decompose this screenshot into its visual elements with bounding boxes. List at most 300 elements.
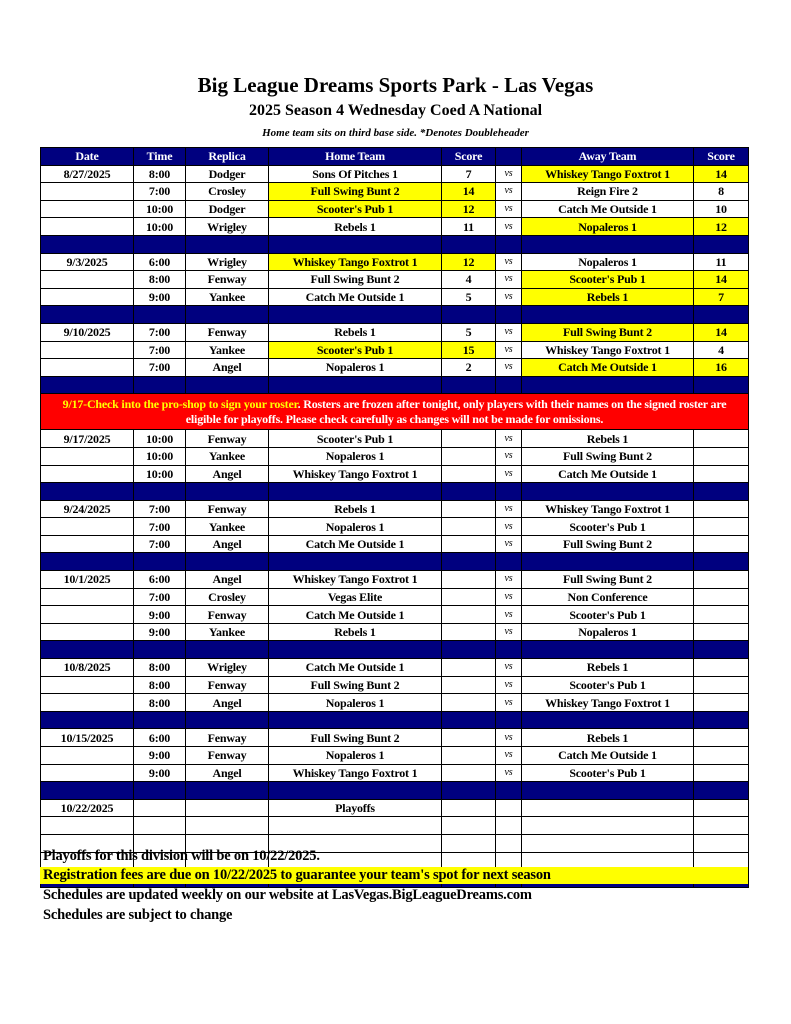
home-score xyxy=(442,500,496,518)
away-score: 10 xyxy=(694,200,749,218)
away-score: 12 xyxy=(694,218,749,236)
vs-label: vs xyxy=(496,430,522,448)
footer-registration: Registration fees are due on 10/22/2025 to guarantee your team's spot for next season xyxy=(40,867,748,884)
game-row xyxy=(41,747,749,765)
home-score xyxy=(442,465,496,483)
home-team: Playoffs xyxy=(269,799,442,817)
game-time: 7:00 xyxy=(134,341,186,359)
game-date xyxy=(41,271,134,289)
separator-cell xyxy=(442,782,496,800)
game-date xyxy=(41,606,134,624)
separator-cell xyxy=(496,376,522,394)
home-score: 12 xyxy=(442,253,496,271)
roster-notice-row xyxy=(41,394,749,430)
home-team: Catch Me Outside 1 xyxy=(269,288,442,306)
separator-cell xyxy=(442,306,496,324)
separator-cell xyxy=(269,711,442,729)
away-team: Scooter's Pub 1 xyxy=(522,271,694,289)
separator-cell xyxy=(41,782,134,800)
game-time xyxy=(134,799,186,817)
home-team: Full Swing Bunt 2 xyxy=(269,271,442,289)
game-row xyxy=(41,817,749,835)
away-score xyxy=(694,799,749,817)
header-time: Time xyxy=(134,148,186,166)
separator-cell xyxy=(496,235,522,253)
week-separator xyxy=(41,641,749,659)
footer-website: Schedules are updated weekly on our website at LasVegas.BigLeagueDreams.com xyxy=(43,887,532,903)
away-team: Nopaleros 1 xyxy=(522,253,694,271)
separator-cell xyxy=(522,553,694,571)
game-time: 6:00 xyxy=(134,729,186,747)
separator-cell xyxy=(442,483,496,501)
vs-label xyxy=(496,817,522,835)
vs-label: vs xyxy=(496,623,522,641)
home-score xyxy=(442,606,496,624)
game-field: Crosley xyxy=(186,588,269,606)
game-date: 10/22/2025 xyxy=(41,799,134,817)
separator-cell xyxy=(269,306,442,324)
game-field: Yankee xyxy=(186,288,269,306)
home-score xyxy=(442,588,496,606)
away-score xyxy=(694,764,749,782)
away-team: Non Conference xyxy=(522,588,694,606)
game-field: Fenway xyxy=(186,323,269,341)
game-date: 9/17/2025 xyxy=(41,430,134,448)
separator-cell xyxy=(522,306,694,324)
away-score xyxy=(694,729,749,747)
away-team: Catch Me Outside 1 xyxy=(522,465,694,483)
game-date xyxy=(41,747,134,765)
separator-cell xyxy=(269,782,442,800)
separator-cell xyxy=(186,782,269,800)
week-separator xyxy=(41,306,749,324)
away-team: Whiskey Tango Foxtrot 1 xyxy=(522,341,694,359)
game-date xyxy=(41,218,134,236)
vs-label: vs xyxy=(496,323,522,341)
game-field: Yankee xyxy=(186,518,269,536)
vs-label: vs xyxy=(496,676,522,694)
game-date xyxy=(41,288,134,306)
week-separator xyxy=(41,483,749,501)
separator-cell xyxy=(269,553,442,571)
game-row xyxy=(41,535,749,553)
away-team: Rebels 1 xyxy=(522,288,694,306)
game-date xyxy=(41,623,134,641)
away-score xyxy=(694,430,749,448)
game-row xyxy=(41,165,749,183)
game-time: 7:00 xyxy=(134,588,186,606)
vs-label: vs xyxy=(496,218,522,236)
away-team: Catch Me Outside 1 xyxy=(522,200,694,218)
separator-cell xyxy=(442,641,496,659)
separator-cell xyxy=(41,641,134,659)
game-row xyxy=(41,694,749,712)
home-score: 15 xyxy=(442,341,496,359)
header-replica: Replica xyxy=(186,148,269,166)
vs-label: vs xyxy=(496,183,522,201)
game-row xyxy=(41,465,749,483)
separator-cell xyxy=(41,553,134,571)
game-date: 9/24/2025 xyxy=(41,500,134,518)
game-time: 6:00 xyxy=(134,571,186,589)
vs-label: vs xyxy=(496,359,522,377)
separator-cell xyxy=(522,376,694,394)
vs-label: vs xyxy=(496,447,522,465)
away-team: Scooter's Pub 1 xyxy=(522,676,694,694)
separator-cell xyxy=(41,376,134,394)
game-date: 9/10/2025 xyxy=(41,323,134,341)
game-row xyxy=(41,430,749,448)
game-field: Crosley xyxy=(186,183,269,201)
game-field: Fenway xyxy=(186,747,269,765)
vs-label: vs xyxy=(496,659,522,677)
away-team: Scooter's Pub 1 xyxy=(522,518,694,536)
away-score xyxy=(694,465,749,483)
home-score: 14 xyxy=(442,183,496,201)
home-score: 2 xyxy=(442,359,496,377)
game-time: 8:00 xyxy=(134,659,186,677)
notice-text: . Rosters are frozen after tonight, only players with their names on the signed roster are eligible for playoffs. Please check carefully as changes will not be made for omissions. xyxy=(185,396,727,426)
header-home-team: Home Team xyxy=(269,148,442,166)
away-score: 14 xyxy=(694,323,749,341)
separator-cell xyxy=(134,306,186,324)
vs-label: vs xyxy=(496,165,522,183)
game-date xyxy=(41,535,134,553)
away-score xyxy=(694,659,749,677)
game-date: 9/3/2025 xyxy=(41,253,134,271)
schedule-note: Home team sits on third base side. *Denotes Doubleheader xyxy=(262,127,529,139)
game-row xyxy=(41,271,749,289)
separator-cell xyxy=(134,483,186,501)
home-score xyxy=(442,817,496,835)
separator-cell xyxy=(496,483,522,501)
game-date xyxy=(41,447,134,465)
away-score xyxy=(694,747,749,765)
home-score: 5 xyxy=(442,288,496,306)
away-team: Full Swing Bunt 2 xyxy=(522,323,694,341)
home-team: Sons Of Pitches 1 xyxy=(269,165,442,183)
game-date xyxy=(41,764,134,782)
home-team: Catch Me Outside 1 xyxy=(269,535,442,553)
game-date xyxy=(41,183,134,201)
separator-cell xyxy=(522,711,694,729)
home-team xyxy=(269,817,442,835)
footer-playoffs: Playoffs for this division will be on 10/22/2025. xyxy=(43,848,320,864)
game-row xyxy=(41,571,749,589)
schedule-body xyxy=(41,165,749,887)
separator-cell xyxy=(694,782,749,800)
game-row xyxy=(41,518,749,536)
vs-label: vs xyxy=(496,518,522,536)
home-score: 12 xyxy=(442,200,496,218)
game-row xyxy=(41,447,749,465)
home-score xyxy=(442,430,496,448)
separator-cell xyxy=(186,711,269,729)
away-score: 14 xyxy=(694,165,749,183)
game-row xyxy=(41,676,749,694)
home-team: Nopaleros 1 xyxy=(269,447,442,465)
separator-cell xyxy=(41,711,134,729)
game-field: Fenway xyxy=(186,676,269,694)
game-time: 9:00 xyxy=(134,606,186,624)
home-score xyxy=(442,764,496,782)
home-team: Scooter's Pub 1 xyxy=(269,341,442,359)
away-score xyxy=(694,588,749,606)
separator-cell xyxy=(694,235,749,253)
game-date: 8/27/2025 xyxy=(41,165,134,183)
away-team: Full Swing Bunt 2 xyxy=(522,535,694,553)
header-away-score: Score xyxy=(694,148,749,166)
game-row xyxy=(41,623,749,641)
vs-label xyxy=(496,799,522,817)
vs-label: vs xyxy=(496,729,522,747)
away-team: Full Swing Bunt 2 xyxy=(522,571,694,589)
separator-cell xyxy=(694,376,749,394)
game-field: Angel xyxy=(186,465,269,483)
game-row xyxy=(41,500,749,518)
home-score xyxy=(442,694,496,712)
home-score xyxy=(442,747,496,765)
game-field: Yankee xyxy=(186,341,269,359)
home-score xyxy=(442,571,496,589)
vs-label: vs xyxy=(496,694,522,712)
game-row xyxy=(41,218,749,236)
separator-cell xyxy=(694,711,749,729)
game-row xyxy=(41,359,749,377)
separator-cell xyxy=(41,235,134,253)
home-team: Rebels 1 xyxy=(269,323,442,341)
vs-label: vs xyxy=(496,200,522,218)
game-field: Angel xyxy=(186,764,269,782)
header-away-team: Away Team xyxy=(522,148,694,166)
home-score: 5 xyxy=(442,323,496,341)
separator-cell xyxy=(134,553,186,571)
separator-cell xyxy=(134,782,186,800)
game-field: Wrigley xyxy=(186,253,269,271)
game-time: 10:00 xyxy=(134,465,186,483)
game-time: 8:00 xyxy=(134,165,186,183)
separator-cell xyxy=(134,376,186,394)
away-score xyxy=(694,676,749,694)
game-time: 7:00 xyxy=(134,323,186,341)
vs-label: vs xyxy=(496,606,522,624)
home-score xyxy=(442,659,496,677)
week-separator xyxy=(41,782,749,800)
vs-label xyxy=(496,834,522,852)
game-time xyxy=(134,817,186,835)
game-field: Dodger xyxy=(186,165,269,183)
game-date xyxy=(41,359,134,377)
game-time: 10:00 xyxy=(134,430,186,448)
away-team: Scooter's Pub 1 xyxy=(522,606,694,624)
game-row xyxy=(41,323,749,341)
away-score: 16 xyxy=(694,359,749,377)
separator-cell xyxy=(694,641,749,659)
vs-label: vs xyxy=(496,764,522,782)
home-score: 4 xyxy=(442,271,496,289)
week-separator xyxy=(41,376,749,394)
home-team: Full Swing Bunt 2 xyxy=(269,676,442,694)
game-time: 8:00 xyxy=(134,694,186,712)
separator-cell xyxy=(186,553,269,571)
separator-cell xyxy=(186,306,269,324)
home-team: Whiskey Tango Foxtrot 1 xyxy=(269,764,442,782)
vs-label: vs xyxy=(496,288,522,306)
game-field: Angel xyxy=(186,535,269,553)
game-time: 7:00 xyxy=(134,518,186,536)
away-score xyxy=(694,834,749,852)
notice-highlight: 9/17-Check into the pro-shop to sign your roster xyxy=(62,396,298,411)
away-score xyxy=(694,694,749,712)
game-time: 8:00 xyxy=(134,676,186,694)
game-time: 7:00 xyxy=(134,535,186,553)
separator-cell xyxy=(186,641,269,659)
game-date: 10/1/2025 xyxy=(41,571,134,589)
away-team xyxy=(522,799,694,817)
away-team: Whiskey Tango Foxtrot 1 xyxy=(522,500,694,518)
away-score xyxy=(694,623,749,641)
separator-cell xyxy=(186,483,269,501)
home-team: Whiskey Tango Foxtrot 1 xyxy=(269,571,442,589)
game-row xyxy=(41,659,749,677)
game-time: 7:00 xyxy=(134,500,186,518)
away-team: Whiskey Tango Foxtrot 1 xyxy=(522,694,694,712)
game-field: Angel xyxy=(186,571,269,589)
game-row xyxy=(41,799,749,817)
away-score: 14 xyxy=(694,271,749,289)
footer-change: Schedules are subject to change xyxy=(43,907,233,923)
separator-cell xyxy=(694,306,749,324)
vs-label: vs xyxy=(496,253,522,271)
game-field: Wrigley xyxy=(186,218,269,236)
roster-notice xyxy=(41,394,749,430)
vs-label: vs xyxy=(496,341,522,359)
game-date: 10/8/2025 xyxy=(41,659,134,677)
separator-cell xyxy=(442,376,496,394)
game-date xyxy=(41,200,134,218)
game-field: Yankee xyxy=(186,447,269,465)
away-score xyxy=(694,571,749,589)
game-row xyxy=(41,341,749,359)
game-date xyxy=(41,518,134,536)
header-date: Date xyxy=(41,148,134,166)
game-time: 9:00 xyxy=(134,623,186,641)
header-vs xyxy=(496,148,522,166)
header-home-score: Score xyxy=(442,148,496,166)
game-row xyxy=(41,588,749,606)
home-team: Rebels 1 xyxy=(269,218,442,236)
separator-cell xyxy=(522,483,694,501)
home-team: Scooter's Pub 1 xyxy=(269,200,442,218)
away-score: 11 xyxy=(694,253,749,271)
game-field: Wrigley xyxy=(186,659,269,677)
separator-cell xyxy=(442,553,496,571)
home-team: Catch Me Outside 1 xyxy=(269,606,442,624)
separator-cell xyxy=(442,235,496,253)
separator-cell xyxy=(186,235,269,253)
separator-cell xyxy=(694,483,749,501)
game-field: Fenway xyxy=(186,500,269,518)
home-score xyxy=(442,834,496,852)
game-date xyxy=(41,694,134,712)
home-score xyxy=(442,799,496,817)
game-field: Yankee xyxy=(186,623,269,641)
game-row xyxy=(41,200,749,218)
home-team: Vegas Elite xyxy=(269,588,442,606)
home-team: Nopaleros 1 xyxy=(269,747,442,765)
game-date xyxy=(41,817,134,835)
separator-cell xyxy=(496,306,522,324)
separator-cell xyxy=(496,641,522,659)
vs-label: vs xyxy=(496,500,522,518)
home-team: Nopaleros 1 xyxy=(269,359,442,377)
game-field: Angel xyxy=(186,694,269,712)
separator-cell xyxy=(496,711,522,729)
week-separator xyxy=(41,553,749,571)
game-field: Fenway xyxy=(186,606,269,624)
game-time: 9:00 xyxy=(134,747,186,765)
home-score xyxy=(442,623,496,641)
separator-cell xyxy=(41,483,134,501)
game-date xyxy=(41,588,134,606)
away-team: Nopaleros 1 xyxy=(522,218,694,236)
vs-label: vs xyxy=(496,271,522,289)
away-score: 7 xyxy=(694,288,749,306)
game-date xyxy=(41,465,134,483)
home-score xyxy=(442,518,496,536)
game-time: 9:00 xyxy=(134,764,186,782)
away-team xyxy=(522,834,694,852)
separator-cell xyxy=(186,376,269,394)
separator-cell xyxy=(269,641,442,659)
home-score xyxy=(442,447,496,465)
game-time: 10:00 xyxy=(134,200,186,218)
home-score: 11 xyxy=(442,218,496,236)
home-team: Nopaleros 1 xyxy=(269,694,442,712)
home-team: Catch Me Outside 1 xyxy=(269,659,442,677)
home-team: Full Swing Bunt 2 xyxy=(269,729,442,747)
away-score xyxy=(694,817,749,835)
game-field: Dodger xyxy=(186,200,269,218)
vs-label: vs xyxy=(496,465,522,483)
away-score: 8 xyxy=(694,183,749,201)
game-field: Fenway xyxy=(186,271,269,289)
page-subtitle: 2025 Season 4 Wednesday Coed A National xyxy=(248,102,543,119)
away-team: Rebels 1 xyxy=(522,729,694,747)
game-field: Angel xyxy=(186,359,269,377)
home-team: Nopaleros 1 xyxy=(269,518,442,536)
schedule-table xyxy=(40,147,749,888)
game-time: 8:00 xyxy=(134,271,186,289)
away-team: Nopaleros 1 xyxy=(522,623,694,641)
away-team: Whiskey Tango Foxtrot 1 xyxy=(522,165,694,183)
vs-label: vs xyxy=(496,588,522,606)
away-score xyxy=(694,500,749,518)
away-team: Catch Me Outside 1 xyxy=(522,359,694,377)
separator-cell xyxy=(522,235,694,253)
game-time: 10:00 xyxy=(134,218,186,236)
game-row xyxy=(41,606,749,624)
header-row xyxy=(41,148,749,166)
separator-cell xyxy=(496,782,522,800)
game-time: 6:00 xyxy=(134,253,186,271)
away-team: Reign Fire 2 xyxy=(522,183,694,201)
home-score xyxy=(442,729,496,747)
game-field: Fenway xyxy=(186,729,269,747)
home-team: Rebels 1 xyxy=(269,623,442,641)
game-field: Fenway xyxy=(186,430,269,448)
home-team: Full Swing Bunt 2 xyxy=(269,183,442,201)
